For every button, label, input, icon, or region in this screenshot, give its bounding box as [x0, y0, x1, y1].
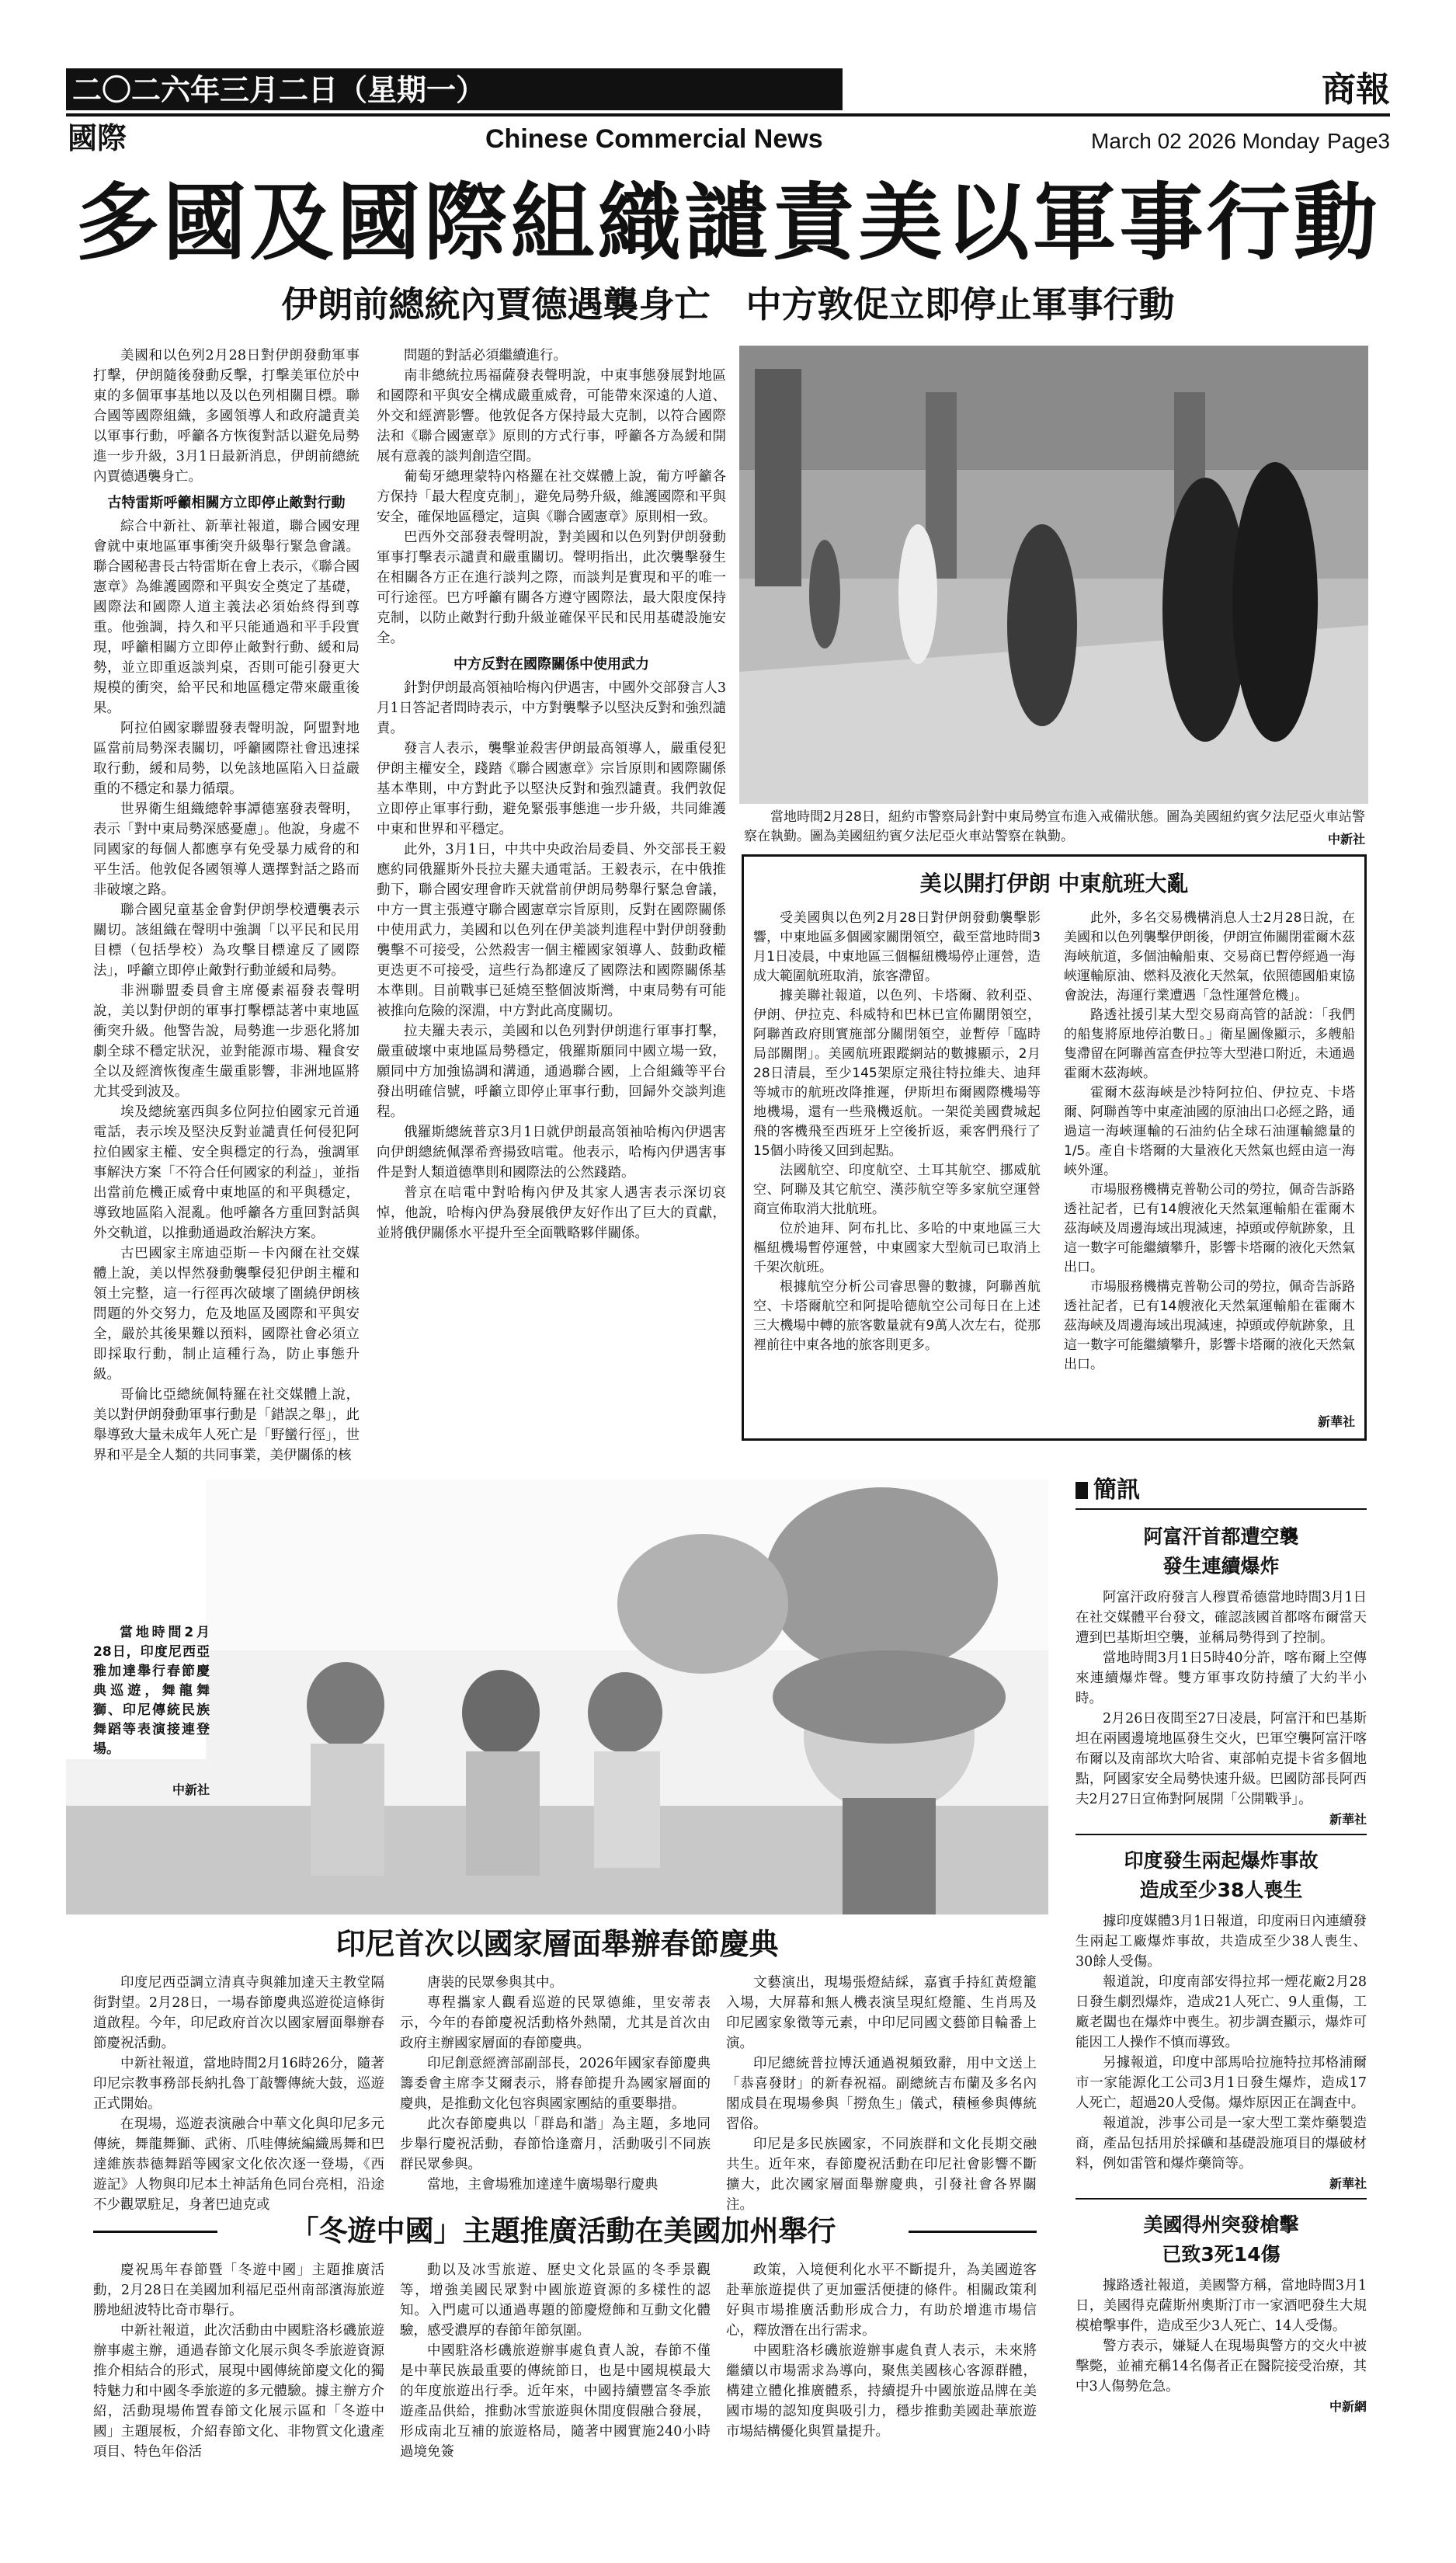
photo-nyc-police — [739, 346, 1368, 804]
winter-col2 — [400, 2260, 711, 2536]
paragraph: 普京在唁電中對哈梅內伊及其家人遇害表示深切哀悼，他說，哈梅內伊為發展俄伊友好作出了巨大的貢獻，並將俄伊關係水平提升至全面戰略夥伴關係。 — [377, 1185, 726, 1241]
photo-nyc-caption: 當地時間2月28日，紐約市警察局針對中東局勢宣布進入戒備狀態。圖為美國紐約賓夕法尼亞火車站警察在執勤。圖為美國紐約賓夕法尼亞火車站警察在執勤。 — [744, 809, 1365, 844]
main-article-col1 — [93, 346, 360, 1463]
winter-col1 — [93, 2260, 384, 2536]
flights-box-col1 — [753, 909, 1041, 1429]
brief-item — [1075, 1522, 1367, 1835]
paragraph: 此外，3月1日，中共中央政治局委員、外交部長王毅應約同俄羅斯外長拉夫羅夫通電話。王毅表示，在中俄推動下，聯合國安理會昨天就當前伊朗局勢舉行緊急會議，中方一貫主張遵守聯合國憲章宗旨原則，反對在國際關係中使用武力，美國和以色列在伊美談判進程中對伊朗發動襲擊不可接受，公然殺害一個主權國家領導人、鼓動政權更迭更不可接受，這些行為都違反了國際法和國際關係基本準則。目前戰事已延燒至整個波斯灣，中東局勢有可能被推向危險的深淵，中方對此高度關切。 — [377, 842, 726, 1019]
brief-paragraph: 警方表示，嫌疑人在現場與警方的交火中被擊斃，並補充稱14名傷者正在醫院接受治療，其中3人傷勢危急。 — [1075, 2339, 1367, 2394]
paragraph: 印尼是多民族國家，不同族群和文化長期交融共生。近年來，春節慶祝活動在印尼社會影響不斷擴大，此次國家層面舉辦慶典，引發社會各界關注。 — [726, 2137, 1037, 2213]
paragraph: 綜合中新社、新華社報道，聯合國安理會就中東地區軍事衝突升級舉行緊急會議。聯合國秘書長古特雷斯在會上表示，《聯合國憲章》為維護國際和平與安全奠定了基礎，國際法和國際人道主義法必須始終得到尊重。他強調，持久和平只能通過和平手段實現，呼籲相關方立即停止敵對行動、緩和局勢，並立即重返談判桌，否則可能引發更大規模的衝突，給平民和地區穩定帶來嚴重後果。 — [93, 519, 360, 716]
paragraph: 此次春節慶典以「群島和諧」為主題，多地同步舉行慶祝活動，春節恰逢齋月，活動吸引不同族群民眾參與。 — [400, 2116, 711, 2172]
paragraph: 市場服務機構克普勒公司的勞拉，佩奇告訴路透社記者，已有14艘液化天然氣運輸船在霍爾木茲海峽及周邊海域出現減速，掉頭或停航跡象，且這一數字可能繼續攀升，影響卡塔爾的液化天然氣出口。 — [1064, 1182, 1355, 1275]
brief-credit: 新華社 — [1329, 2176, 1367, 2191]
paragraph: 問題的對話必須繼續進行。 — [404, 348, 567, 363]
indonesia-title: 印尼首次以國家層面舉辦春節慶典 — [335, 1927, 779, 1961]
paragraph: 文藝演出，現場張燈結綵，嘉賓手持紅黃燈籠入場，大屏幕和無人機表演呈現紅燈籠、生肖馬及印尼國家象徵等元素，中印尼同國文藝節目輪番上演。 — [726, 1975, 1037, 2051]
masthead-rule — [66, 113, 1390, 116]
paragraph: 俄羅斯總統普京3月1日就伊朗最高領袖哈梅內伊遇害向伊朗總統佩澤希齊揚致唁電。他表示，哈梅內伊遇害事件是對人類道德準則和國際法的公然踐踏。 — [377, 1125, 726, 1181]
paragraph: 霍爾木茲海峽是沙特阿拉伯、伊拉克、卡塔爾、阿聯酋等中東產油國的原油出口必經之路，通過這一海峽運輸的石油約佔全球石油運輸總量的1/5。產自卡塔爾的大量液化天然氣也經由這一海峽外運。 — [1064, 1085, 1355, 1178]
paragraph: 葡萄牙總理蒙特內格羅在社交媒體上說，葡方呼籲各方保持「最大程度克制」，避免局勢升級，維護國際和平與安全，確保地區穩定，這與《聯合國憲章》原則相一致。 — [377, 469, 726, 525]
paragraph: 印尼總統普拉博沃通過視頻致辭，用中文送上「恭喜發財」的新春祝福。副總統吉布蘭及多名內閣成員在現場參與「撈魚生」儀式，積極參與傳統習俗。 — [726, 2056, 1037, 2132]
paragraph: 中新社報道，當地時間2月16時26分，隨著印尼宗教事務部長納扎魯丁敲響傳統大鼓，巡遊正式開始。 — [93, 2056, 384, 2112]
brief-item — [1075, 1846, 1367, 2200]
paragraph: 針對伊朗最高領袖哈梅內伊遇害，中國外交部發言人3月1日答記者問時表示，中方對襲擊予以堅決反對和強烈譴責。 — [377, 680, 726, 736]
indonesia-col1 — [93, 1973, 384, 2213]
paper-name: Chinese Commercial News — [485, 124, 823, 154]
briefs-rule — [1075, 1508, 1367, 1510]
paragraph: 市場服務機構克普勒公司的勞拉，佩奇告訴路透社記者，已有14艘液化天然氣運輸船在霍爾木茲海峽及周邊海域出現減速，掉頭或停航跡象，且這一數字可能繼續攀升，影響卡塔爾的液化天然氣出口。 — [1064, 1279, 1355, 1372]
paragraph: 慶祝馬年春節暨「冬遊中國」主題推廣活動，2月28日在美國加利福尼亞州南部濱海旅遊勝地紐波特比奇市舉行。 — [93, 2262, 384, 2318]
briefs-column — [1075, 1514, 1367, 2540]
winter-title: 「冬遊中國」主題推廣活動在美國加州舉行 — [290, 2214, 836, 2248]
paragraph: 中新社報道，此次活動由中國駐洛杉磯旅遊辦事處主辦，通過春節文化展示與冬季旅遊資源推介相結合的形式，展現中國傳統節慶文化的獨特魅力和中國冬季旅遊的多元體驗。據主辦方介紹，活動現場佈置春節文化展示區和「冬遊中國」主題展板，介紹春節文化、非物質文化遺產項目、特色年俗活 — [93, 2323, 384, 2460]
headline: 多國及國際組織譴責美以軍事行動 — [75, 175, 1381, 272]
paragraph: 世界衛生組織總幹事譚德塞發表聲明，表示「對中東局勢深感憂慮」。他說，身處不同國家的每個人都應享有免受暴力威脅的和平生活。他敦促各國領導人選擇對話之路而非破壞之路。 — [93, 802, 360, 898]
brief-paragraph: 據印度媒體3月1日報道，印度兩日內連續發生兩起工廠爆炸事故，共造成至少38人喪生、30餘人受傷。 — [1075, 1914, 1367, 1970]
masthead — [66, 68, 1390, 162]
paragraph: 埃及總統塞西與多位阿拉伯國家元首通電話，表示埃及堅決反對並譴責任何侵犯阿拉伯國家主權、安全與穩定的行為，強調軍事解決方案「不符合任何國家的利益」，並指出當前危機正威脅中東地區的和平與穩定，導致地區陷入混亂。他呼籲各方重回對話與外交軌道，以推動通過政治解決方案。 — [93, 1104, 360, 1241]
brief-paragraph: 當地時間3月1日5時40分許，喀布爾上空傳來連續爆炸聲。雙方軍事攻防持續了大約半小時。 — [1075, 1650, 1367, 1706]
paragraph: 位於迪拜、阿布扎比、多哈的中東地區三大樞紐機場暫停運營，中東國家大型航司已取消上千架次航班。 — [753, 1221, 1041, 1275]
brief-paragraph: 2月26日夜間至27日凌晨，阿富汗和巴基斯坦在兩國邊境地區發生交火，巴軍空襲阿富汗喀布爾以及南部坎大哈省、東部帕克提卡省多個地點，阿國家安全局勢快速升級。巴國防部長阿西夫2月27日宣佈對阿展開「公開戰爭」。 — [1075, 1711, 1367, 1807]
winter-title-rule-left — [93, 2231, 217, 2233]
masthead-date: 二〇二六年三月二日（星期一） — [72, 73, 486, 107]
paragraph: 政策，入境便利化水平不斷提升，為美國遊客赴華旅遊提供了更加靈活便捷的條件。相關政策利好與市場推廣活動形成合力，有助於增進市場信心，釋放潛在出行需求。 — [726, 2262, 1037, 2339]
brief-paragraph: 阿富汗政府發言人穆賈希德當地時間3月1日在社交媒體平台發文，確認該國首都喀布爾當天遭到巴基斯坦空襲，並稱局勢得到了控制。 — [1075, 1590, 1367, 1646]
main-article-col2 — [377, 346, 726, 1441]
brief-title-line: 造成至少38人喪生 — [1139, 1879, 1303, 1901]
indonesia-col3 — [726, 1973, 1037, 2213]
photo-jakarta-credit: 中新社 — [172, 1782, 210, 1797]
brief-title-line: 發生連續爆炸 — [1162, 1555, 1280, 1577]
paragraph: 根據航空分析公司睿思譽的數據，阿聯酋航空、卡塔爾航空和阿提哈德航空公司每日在上述三大機場中轉的旅客數量就有9萬人次左右，從那裡前往中東各地的旅客則更多。 — [753, 1279, 1041, 1353]
paragraph: 當地，主會場雅加達達牛廣場舉行慶典 — [427, 2177, 659, 2193]
paragraph: 路透社援引某大型交易商高管的話說：「我們的船隻將原地停泊數日。」衛星圖像顯示，多艘船隻滯留在阿聯酋富查伊拉等大型港口附近，未通過霍爾木茲海峽。 — [1064, 1007, 1355, 1081]
paragraph: 中國駐洛杉磯旅遊辦事處負責人表示，未來將繼續以市場需求為導向，聚焦美國核心客源群體，構建立體化推廣體系，持續提升中國旅遊品牌在美國市場的認知度與吸引力，穩步推動美國赴華旅遊市場結構優化與質量提升。 — [726, 2343, 1037, 2440]
section-subheading: 古特雷斯呼籲相關方立即停止敵對行動 — [107, 495, 346, 511]
brief-paragraph: 報道說，涉事公司是一家大型工業炸藥製造商，產品包括用於採礦和基礎設施項目的爆破材料，例如雷管和爆炸藥筒等。 — [1075, 2116, 1367, 2172]
paragraph: 阿拉伯國家聯盟發表聲明說，阿盟對地區當前局勢深表關切，呼籲國際社會迅速採取行動，緩和局勢，以免該地區陷入日益嚴重的不穩定和暴力循環。 — [93, 721, 360, 797]
photo-jakarta-parade — [66, 1480, 1048, 1914]
winter-col3 — [726, 2260, 1037, 2536]
paragraph: 印度尼西亞調立清真寺與雜加達天主教堂隔街對望。2月28日，一場春節慶典巡遊從這條街道啟程。今年，印尼政府首次以國家層面舉辦春節慶祝活動。 — [93, 1975, 384, 2051]
paragraph: 拉夫羅夫表示，美國和以色列對伊朗進行軍事打擊，嚴重破壞中東地區局勢穩定，俄羅斯願同中國立場一致，願同中方加強協調和溝通，通過聯合國，上合組織等平台發出明確信號，呼籲立即停止軍事行動，回歸外交談判進程。 — [377, 1024, 726, 1120]
page-number: Page3 — [1327, 129, 1390, 153]
brief-title-line: 阿富汗首都遭空襲 — [1143, 1525, 1299, 1548]
masthead-logo: 商報 — [1322, 70, 1390, 110]
brief-title — [1075, 1522, 1367, 1581]
paragraph: 發言人表示，襲擊並殺害伊朗最高領導人，嚴重侵犯伊朗主權安全，踐踏《聯合國憲章》宗旨原則和國際關係基本準則，中方對此予以堅決反對和強烈譴責。我們敦促立即停止軍事行動，避免緊張事態進一步升級，共同維護中東和世界和平穩定。 — [377, 741, 726, 837]
brief-paragraph: 另據報道，印度中部馬哈拉施特拉邦格浦爾市一家能源化工公司3月1日發生爆炸，造成17人死亡，超過20人受傷。爆炸原因正在調查中。 — [1075, 2055, 1367, 2111]
brief-divider — [1075, 2198, 1367, 2200]
section-subheading: 中方反對在國際關係中使用武力 — [453, 656, 649, 673]
paragraph: 非洲聯盟委員會主席優素福發表聲明說，美以對伊朗的軍事打擊標誌著中東地區衝突升級。他警告說，局勢進一步惡化將加劇全球不穩定狀況，並對能源市場、糧食安全以及經濟恢復產生嚴重影響，非洲地區將尤其受到波及。 — [93, 983, 360, 1100]
paragraph: 法國航空、印度航空、土耳其航空、挪威航空、阿聯及其它航空、漢莎航空等多家航空運營商宣佈取消大批航班。 — [753, 1163, 1041, 1217]
briefs-label-block — [1075, 1482, 1088, 1499]
photo-nyc-credit: 中新社 — [1327, 832, 1365, 847]
paragraph: 在現場，巡遊表演融合中華文化與印尼多元傳統，舞龍舞獅、武術、爪哇傳統編織馬舞和巴達維族恭德舞蹈等國家文化依次逐一登場，《西遊記》人物與印尼本土神話角色同台亮相，沿途不少觀眾駐足，身著巴迪克或 — [93, 2116, 384, 2213]
paragraph: 中國駐洛杉磯旅遊辦事處負責人說，春節不僅是中華民族最重要的傳統節日，也是中國規模最大的年度旅遊出行季。近年來，中國持續豐富冬季旅遊產品供給，推動冰雪旅遊與休閒度假融合發展，形成南北互補的旅遊格局，隨著中國實施240小時過境免簽 — [400, 2343, 711, 2460]
paragraph: 美國和以色列2月28日對伊朗發動軍事打擊，伊朗隨後發動反擊，打擊美軍位於中東的多個軍事基地以及以色列相關目標。聯合國等國際組織，多國領導人和政府譴責美以軍事行動，呼籲各方恢復對話以避免局勢進一步升級，3月1日最新消息，伊朗前總統內賈德遇襲身亡。 — [93, 348, 360, 485]
flights-box-col2 — [1064, 909, 1355, 1406]
paragraph: 聯合國兒童基金會對伊朗學校遭襲表示關切。該組織在聲明中強調「以平民和民用目標（包括學校）為攻擊目標違反了國際法」，呼籲立即停止敵對行動並緩和局勢。 — [93, 902, 360, 979]
paragraph: 專程攜家人觀看巡遊的民眾德維，里安蒂表示，今年的春節慶祝活動格外熱鬧，尤其是首次由政府主辦國家層面的春節慶典。 — [400, 1995, 711, 2051]
brief-title-line: 美國得州突發槍擊 — [1143, 2214, 1299, 2236]
paragraph: 哥倫比亞總統佩特羅在社交媒體上說，美以對伊朗發動軍事行動是「錯誤之舉」，此舉導致大量未成年人死亡是「野蠻行徑」，世界和平是全人類的共同事業，美伊關係的核 — [93, 1387, 360, 1463]
section-label: 國際 — [68, 121, 127, 155]
flights-box-title: 美以開打伊朗 中東航班大亂 — [919, 871, 1189, 896]
brief-title-line: 印度發生兩起爆炸事故 — [1124, 1849, 1319, 1872]
brief-credit: 新華社 — [1329, 1812, 1367, 1827]
paragraph: 據美聯社報道，以色列、卡塔爾、敘利亞、伊朗、伊拉克、科威特和巴林已宣佈關閉領空，阿聯酋政府則實施部分關閉領空，並暫停「臨時局部關閉」。美國航班跟蹤網站的數據顯示，2月28日清晨，至少145架原定飛往特拉維夫、迪拜等城市的航班改降推遲，伊斯坦布爾國際機場等地機場，還有一些飛機返航。一架從美國費城起飛的客機飛至西班牙上空後折返，乘客們飛行了15個小時後又回到起點。 — [753, 988, 1041, 1159]
brief-divider — [1075, 1834, 1367, 1835]
paragraph: 古巴國家主席迪亞斯－卡內爾在社交媒體上說，美以悍然發動襲擊侵犯伊朗主權和領土完整，這一行徑再次破壞了圍繞伊朗核問題的外交努力，危及地區及國際和平與安全，嚴於其後果難以預料，國際社會必須立即採取行動，制止這種行為，防止事態升級。 — [93, 1246, 360, 1382]
winter-title-rule-right — [909, 2231, 1037, 2233]
paragraph: 唐裝的民眾參與其中。 — [427, 1975, 563, 1991]
briefs-label: 簡訊 — [1093, 1476, 1140, 1504]
brief-item — [1075, 2210, 1367, 2415]
paragraph: 此外，多名交易機構消息人士2月28日說，在美國和以色列襲擊伊朗後，伊朗宣佈關閉霍爾木茲海峽航道，多個油輪船東、交易商已暫停經過一海峽運輸原油、燃料及液化天然氣，依照德國船東協會說法，海運行業遭遇「急性運營危機」。 — [1064, 910, 1355, 1003]
brief-title — [1075, 1846, 1367, 1905]
brief-credit: 中新網 — [1329, 2399, 1367, 2414]
paragraph: 動以及冰雪旅遊、歷史文化景區的冬季景觀等，增強美國民眾對中國旅遊資源的多樣性的認知。入門處可以通過專題的節慶燈飾和互動文化體驗，感受濃厚的春節年節氛圍。 — [400, 2262, 711, 2339]
subheadline: 伊朗前總統內賈德遇襲身亡 中方敦促立即停止軍事行動 — [281, 283, 1175, 325]
brief-title — [1075, 2210, 1367, 2269]
brief-title-line: 已致3死14傷 — [1162, 2243, 1281, 2266]
paragraph: 南非總統拉馬福薩發表聲明說，中東事態發展對地區和國際和平與安全構成嚴重威脅，可能帶來深遠的人道、外交和經濟影響。他敦促各方保持最大克制，以符合國際法和《聯合國憲章》原則的方式行事，呼籲各方為緩和開展有意義的談判創造空間。 — [377, 368, 726, 464]
paragraph: 受美國與以色列2月28日對伊朗發動襲擊影響，中東地區多個國家關閉領空，截至當地時間3月1日凌晨，中東地區三個樞紐機場停止運營，造成大範圍航班取消，旅客滯留。 — [753, 910, 1041, 984]
paragraph: 巴西外交部發表聲明說，對美國和以色列對伊朗發動軍事打擊表示譴責和嚴重關切。聲明指出，此次襲擊發生在相關各方正在進行談判之際，而談判是實現和平的唯一可行途徑。巴方呼籲有關各方遵守國際法，最大限度保持克制，以防止敵對行動升級並確保平民和民用基礎設施安全。 — [377, 530, 726, 646]
flights-box-credit: 新華社 — [1317, 1414, 1355, 1429]
paragraph: 印尼創意經濟部副部長，2026年國家春節慶典籌委會主席李艾爾表示，將春節提升為國家層面的慶典，是推動文化包容與國家團結的重要舉措。 — [400, 2056, 711, 2112]
photo-jakarta-caption: 當地時間2月28日，印度尼西亞雅加達舉行春節慶典巡遊，舞龍舞獅、印尼傳統民族舞蹈等表演接連登場。 — [93, 1625, 210, 1757]
indonesia-col2 — [400, 1973, 711, 2198]
brief-paragraph: 報道說，印度南部安得拉邦一煙花廠2月28日發生劇烈爆炸，造成21人死亡、9人重傷，工廠老闆也在爆炸中喪生。初步調查顯示，爆炸可能因工人操作不慎而導致。 — [1075, 1974, 1367, 2050]
date-english: March 02 2026 Monday — [1091, 129, 1320, 153]
brief-paragraph: 據路透社報道，美國警方稱，當地時間3月1日，美國得克薩斯州奧斯汀市一家酒吧發生大規模槍擊事件，造成至少3人死亡、14人受傷。 — [1075, 2278, 1367, 2334]
